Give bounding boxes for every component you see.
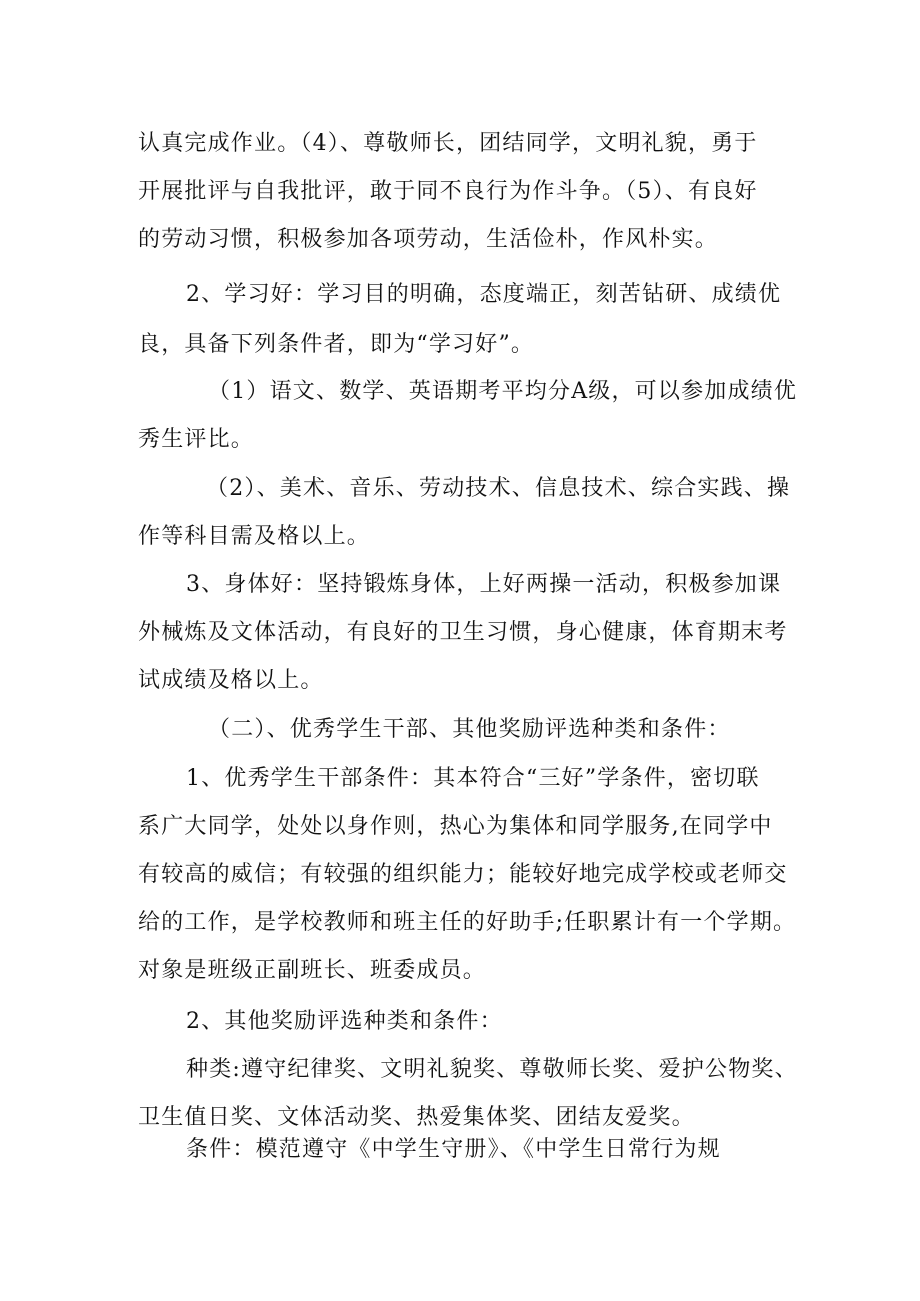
text-line: 作等科目需及格以上。 [138, 524, 371, 549]
text-line: 的劳动习惯，积极参加各项劳动，生活俭朴，作风朴实。 [138, 227, 719, 252]
text-line: 1、优秀学生干部条件：其本符合“三好”学条件，密切联 [186, 766, 760, 791]
text-line: 对象是班级正副班长、班委成员。 [138, 958, 487, 983]
text-line: 试成绩及格以上。 [138, 668, 324, 693]
text-line: （2）、美术、音乐、劳动技术、信息技术、综合实践、操 [206, 476, 791, 501]
text-line: 外械炼及文体活动，有良好的卫生习惯，身心健康，体育期末考 [138, 620, 788, 645]
text-line: 3、身体好：坚持锻炼身体，上好两操一活动，积极参加课 [186, 572, 782, 597]
text-line: 系广大同学，处处以身作则，热心为集体和同学服务,在同学中 [138, 814, 773, 839]
text-line: （1）语文、数学、英语期考平均分A级，可以参加成绩优 [208, 379, 798, 404]
text-line: 有较高的威信；有较强的组织能力；能较好地完成学校或老师交 [138, 862, 788, 887]
section-heading: （二）、优秀学生干部、其他奖励评选种类和条件： [208, 717, 731, 742]
text-line: 给的工作，是学校教师和班主任的好助手;任职累计有一个学期。 [138, 910, 797, 935]
text-line: 2、学习好：学习目的明确，态度端正，刻苦钻研、成绩优 [186, 282, 782, 307]
text-line: 条件：模范遵守《中学生守册》、《中学生日常行为规 [186, 1137, 721, 1162]
text-line: 开展批评与自我批评，敢于同不良行为作斗争。（5）、有良好 [138, 179, 758, 204]
text-line: 卫生值日奖、文体活动奖、热爱集体奖、团结友爱奖。 [138, 1105, 695, 1130]
text-line: 认真完成作业。（4）、尊敬师长，团结同学，文明礼貌，勇于 [138, 131, 758, 156]
text-line: 良，具备下列条件者，即为“学习好”。 [138, 332, 535, 357]
text-line: 秀生评比。 [138, 427, 255, 452]
text-line: 种类:遵守纪律奖、文明礼貌奖、尊敬师长奖、爱护公物奖、 [186, 1057, 798, 1082]
text-line: 2、其他奖励评选种类和条件： [186, 1009, 503, 1034]
